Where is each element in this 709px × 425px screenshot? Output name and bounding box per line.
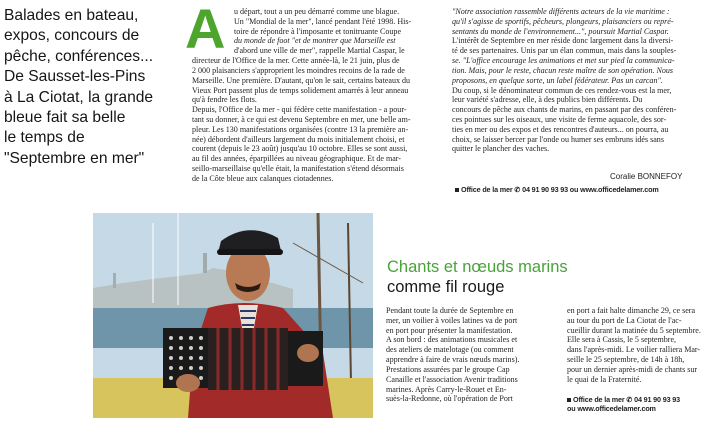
headline-line: "Septembre en mer"	[4, 149, 145, 167]
body-line: née) débordent d'ailleurs largement du mois initialement choisi, et	[192, 134, 405, 144]
bullet-square-icon	[567, 398, 571, 402]
body-line: d'abord une ville de mer", rappelle Martial Caspar, le	[234, 46, 405, 56]
body-line: Prestations assurées par le groupe Cap	[386, 364, 510, 374]
article-headline	[4, 6, 182, 169]
quote-line: qu'il s'agisse de sportifs, pêcheurs, plongeurs, plaisanciers ou repré-	[452, 16, 674, 26]
body-line: courent (depuis le 23 août) jusqu'au 10 octobre. Elles se sont aussi,	[192, 144, 408, 154]
section-column-1	[386, 306, 556, 404]
article-right-column	[452, 7, 709, 154]
headline-line: Balades en bateau,	[4, 7, 139, 24]
section-title: Chants et nœuds marins	[387, 258, 568, 276]
quote-line: se. "L'office encourage les animations et met sur pied la communica-	[452, 56, 675, 66]
body-line: Marseille. Une première. D'autant, qu'on le sait, certains bateaux du	[192, 75, 411, 85]
body-line: dans l'après-midi. Le voilier ralliera Mar-	[567, 345, 701, 355]
body-line: qu'à fendre les flots.	[192, 95, 257, 105]
contact-text-2: ou www.officedelamer.com	[567, 404, 656, 413]
body-line: Pendant toute la durée de Septembre en	[386, 306, 514, 315]
body-line: Du coup, si le dénominateur commun de ces rendez-vous est la mer,	[452, 85, 672, 95]
quote-line: "Notre association rassemble différents acteurs de la vie maritime :	[452, 7, 670, 16]
body-line: ties en mer ou des expos et des rencontres d'auteurs... on pourra, au	[452, 124, 669, 134]
body-line: seille le 25 septembre, de 14h à 18h,	[567, 355, 685, 365]
body-line: pleur. Les 130 manifestations organisées (contre 13 la première an-	[192, 124, 409, 134]
section-column-2	[567, 306, 709, 385]
quote-line: sentants du monde de l'environnement...", poursuit Martial Caspar.	[452, 26, 669, 36]
body-line: u départ, tout a un peu démarré comme une blague.	[234, 7, 400, 16]
body-line: marines. Après Carry-le-Rouet et En-	[386, 384, 507, 394]
body-line: Elle sera à Cassis, le 5 septembre,	[567, 335, 677, 345]
body-line: de la Côte bleue aux calanques ciotadennes.	[192, 173, 334, 183]
body-line: cueillir durant la matinée du 5 septembre.	[567, 325, 701, 335]
contact-text: Office de la mer ✆ 04 91 90 93 93 ou www.officedelamer.com	[461, 185, 659, 194]
body-line: concours de pêche aux chants de marins, en passant par des conféren-	[452, 105, 677, 115]
headline-line: De Sausset-les-Pins	[4, 68, 146, 86]
body-line: Un "Mondial de la mer", lancé pendant l'été 1998. His-	[234, 16, 412, 26]
author-signature: Coralie BONNEFOY	[610, 172, 683, 181]
article-main-column	[192, 7, 445, 184]
body-line: directeur de l'Office de la mer. Cette année-là, le 21 juin, plus de	[192, 56, 400, 66]
body-line: toire de répondre à l'imposante et tonitruante Coupe	[234, 26, 402, 36]
drop-cap: A	[185, 0, 226, 60]
section-subtitle: comme fil rouge	[387, 278, 505, 296]
body-line: Vieux Port passent plus de temps solidement amarrés à leur anneau	[192, 85, 409, 95]
body-line: au fil des années, éparpillées au niveau géographique. Et de mar-	[192, 154, 401, 164]
body-line: Canaille et l'association Avenir traditions	[386, 374, 518, 384]
body-line: en port a fait halte dimanche 29, ce sera	[567, 306, 696, 315]
contact-info	[455, 185, 659, 194]
body-line: du monde de foot "et de montrer que Marseille est	[234, 36, 396, 46]
body-line: en port pour présenter la manifestation.	[386, 325, 513, 335]
body-line: choix, se laisser bercer par l'onde ou humer ses embruns idés sans	[452, 134, 664, 144]
headline-line: bleue fait sa belle	[4, 109, 126, 127]
body-line: té de ses partenaires. Unis par un élan commun, mais dans la souples-	[452, 46, 677, 56]
body-line: A son bord : des animations musicales et	[386, 335, 518, 345]
headline-line: pêche, conférences...	[4, 47, 154, 65]
quote-line: proposons, en quelque sorte, un label fédérateur. Pas un carcan".	[452, 75, 663, 85]
body-line: mer, un voilier à voiles latines va de port	[386, 315, 518, 325]
bullet-square-icon	[455, 188, 459, 192]
body-line: suès-la-Redonne, où l'opération de Port	[386, 394, 513, 404]
body-line: le quai de la Fraternité.	[567, 374, 642, 384]
body-line: des ateliers de matelotage (ou comment	[386, 345, 514, 355]
body-line: pour un dernier après-midi de chants sur	[567, 364, 698, 374]
body-line: tant su donner, à ce qui est devenu Septembre en mer, une belle am-	[192, 114, 411, 124]
body-line: Depuis, l'Office de la mer - qui fédère cette manifestation - a pour-	[192, 105, 407, 115]
body-line: L'intérêt de Septembre en mer réside donc largement dans la diversi-	[452, 36, 674, 46]
accordion-player-photo	[93, 213, 373, 418]
contact-info-bottom	[567, 395, 680, 413]
body-line: 2 000 plaisanciers s'approprient les moindres recoins de la rade de	[192, 65, 405, 75]
body-line: ces pointues sur les oiseaux, une visite de ferme aquacole, des sor-	[452, 114, 667, 124]
headline-line: expos, concours de	[4, 27, 140, 45]
photo-illustration	[93, 213, 373, 418]
headline-line: le temps de	[4, 129, 85, 147]
body-line: apprendre à faire de vrais nœuds marins).	[386, 355, 520, 365]
headline-line: à La Ciotat, la grande	[4, 88, 154, 106]
quote-line: tion. Mais, pour le reste, chacun reste maître de son opération. Nous	[452, 65, 674, 75]
body-line: au tour du port de La Ciotat de l'ac-	[567, 315, 682, 325]
body-line: quitter le plancher des vaches.	[452, 144, 550, 154]
contact-text: Office de la mer ✆ 04 91 90 93 93	[573, 395, 680, 404]
body-line: seillo-marseillaise qu'elle était, la manifestation s'étend désormais	[192, 164, 404, 173]
body-line: leur variété s'adresse, elle, à des publics bien différents. Du	[452, 95, 643, 105]
